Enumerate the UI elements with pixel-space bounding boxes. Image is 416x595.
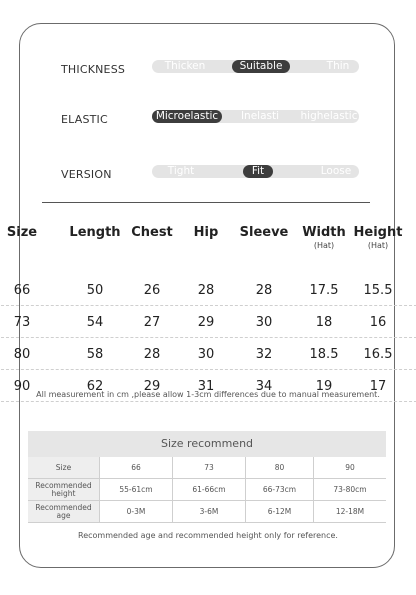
option-highelastic: highelastic <box>300 110 358 122</box>
cell-size: 66 <box>13 283 31 298</box>
cell-length: 58 <box>86 347 104 362</box>
cell-chest: 29 <box>143 379 161 394</box>
table-cell: 90 <box>345 462 355 472</box>
header-height-hat: Height (Hat) <box>353 225 403 250</box>
option-thin: Thin <box>326 60 350 72</box>
attribute-label: VERSION <box>61 168 112 181</box>
recommend-footnote: Recommended age and recommended height only for reference. <box>78 531 338 540</box>
table-cell: 80 <box>246 457 314 478</box>
size-chart-body <box>1 274 416 402</box>
cell-size: 73 <box>13 315 31 330</box>
header-size: Size <box>6 225 38 240</box>
cell-length: 54 <box>86 315 104 330</box>
cell-chest: 27 <box>143 315 161 330</box>
table-cell: 55-61cm <box>100 479 173 500</box>
cell-height: 16.5 <box>363 347 393 362</box>
table-cell: 0-3M <box>100 501 173 522</box>
cell-width: 19 <box>315 379 333 394</box>
cell-height: 16 <box>369 315 387 330</box>
cell-size: 90 <box>13 379 31 394</box>
cell-chest: 28 <box>143 347 161 362</box>
option-thicken: Thicken <box>164 60 206 72</box>
cell-sleeve: 30 <box>255 315 273 330</box>
cell-width: 18.5 <box>309 347 339 362</box>
option-suitable: Suitable <box>232 60 290 73</box>
attribute-row-thickness <box>20 60 394 80</box>
attribute-label: THICKNESS <box>61 63 126 76</box>
row-label: Recommended age <box>28 501 100 522</box>
table-row <box>28 501 386 523</box>
header-sleeve: Sleeve <box>239 225 289 240</box>
table-cell: 66 <box>100 457 173 478</box>
cell-hip: 29 <box>197 315 215 330</box>
header-chest: Chest <box>131 225 173 240</box>
attribute-label: ELASTIC <box>61 113 108 126</box>
row-label: Recommended height <box>28 479 100 500</box>
option-fit: Fit <box>243 165 273 178</box>
cell-sleeve: 32 <box>255 347 273 362</box>
option-inelastic: Inelasti <box>240 110 280 122</box>
attribute-row-version <box>20 165 394 185</box>
table-row <box>28 457 386 479</box>
cell-hip: 31 <box>197 379 215 394</box>
header-length: Length <box>69 225 121 240</box>
measurement-note: All measurement in cm ,please allow 1-3cm differences due to manual measurement. <box>36 390 380 399</box>
table-cell: 66-73cm <box>246 479 314 500</box>
option-selector <box>152 165 359 178</box>
divider <box>42 202 370 203</box>
table-cell: 73 <box>173 457 246 478</box>
cell-height: 17 <box>369 379 387 394</box>
cell-width: 18 <box>315 315 333 330</box>
cell-sleeve: 34 <box>255 379 273 394</box>
header-width-hat: Width (Hat) <box>302 225 346 250</box>
option-microelastic: Microelastic <box>152 110 222 123</box>
table-row <box>1 306 416 338</box>
table-row <box>1 274 416 306</box>
option-selector <box>152 110 359 123</box>
option-selector <box>152 60 359 73</box>
table-cell: 73-80cm <box>333 484 367 494</box>
size-recommend-table <box>28 457 386 523</box>
table-cell: 3-6M <box>173 501 246 522</box>
cell-chest: 26 <box>143 283 161 298</box>
row-label: Size <box>28 457 100 478</box>
header-hip: Hip <box>193 225 219 240</box>
size-recommend-title: Size recommend <box>28 431 386 457</box>
cell-width: 17.5 <box>309 283 339 298</box>
table-cell: 12-18M <box>335 506 365 516</box>
table-row <box>28 479 386 501</box>
cell-sleeve: 28 <box>255 283 273 298</box>
table-row <box>1 338 416 370</box>
cell-length: 50 <box>86 283 104 298</box>
option-tight: Tight <box>167 165 195 177</box>
size-chart-header <box>1 222 416 274</box>
cell-length: 62 <box>86 379 104 394</box>
cell-height: 15.5 <box>363 283 393 298</box>
table-cell: 6-12M <box>246 501 314 522</box>
size-chart-table <box>1 222 416 402</box>
cell-hip: 30 <box>197 347 215 362</box>
attribute-row-elastic <box>20 110 394 130</box>
cell-size: 80 <box>13 347 31 362</box>
option-loose: Loose <box>320 165 352 177</box>
table-cell: 61-66cm <box>173 479 246 500</box>
cell-hip: 28 <box>197 283 215 298</box>
